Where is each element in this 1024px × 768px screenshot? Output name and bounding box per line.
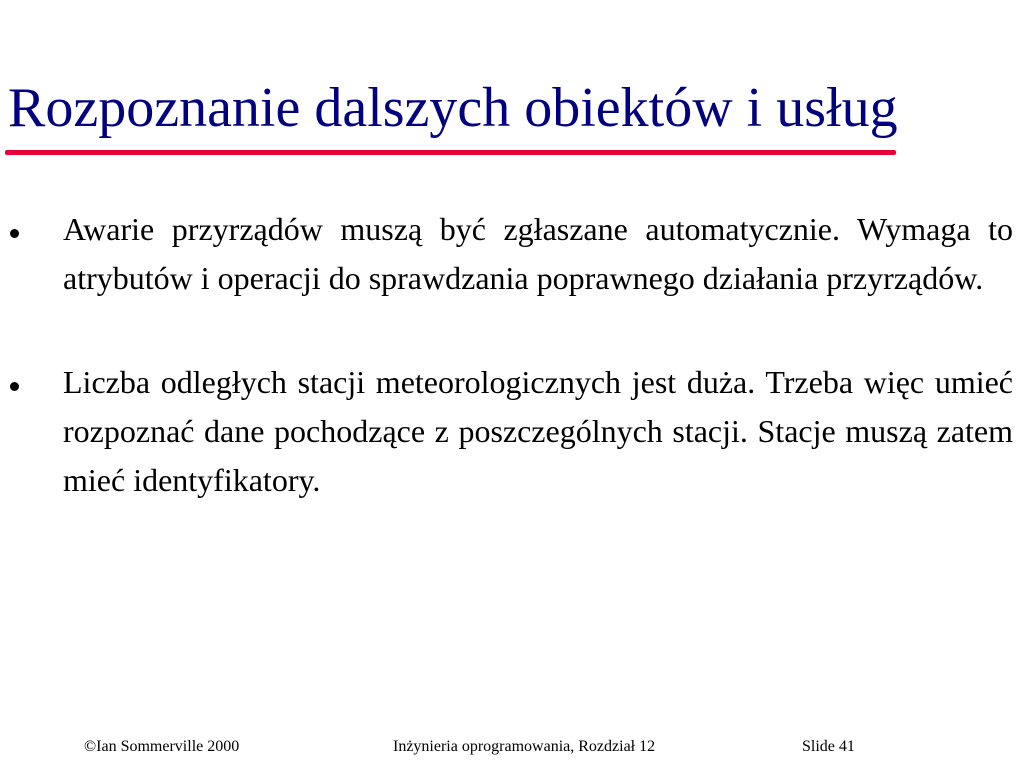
bullet-text: Awarie przyrządów muszą być zgłaszane automatycznie. Wymaga to atrybutów i operacji do sprawdzania poprawnego działania przyrządów.: [63, 211, 1013, 296]
bullet-item: [0, 205, 1024, 303]
slide-title: Rozpoznanie dalszych obiektów i usług: [8, 77, 898, 139]
footer-course: Inżynieria oprogramowania, Rozdział 12: [393, 738, 656, 755]
bullet-dot-icon: [10, 229, 19, 238]
bullet-item: [0, 358, 1024, 505]
bullet-text: Liczba odległych stacji meteorologicznych jest duża. Trzeba więc umieć rozpoznać dane pochodzące z poszczególnych stacji. Stacje muszą zatem mieć identyfikatory.: [63, 364, 1013, 498]
bullet-dot-icon: [10, 382, 19, 391]
bullet-list: [0, 200, 1024, 505]
footer-slide-number: Slide 41: [802, 738, 855, 755]
footer-copyright: ©Ian Sommerville 2000: [84, 738, 240, 755]
title-underline: [5, 150, 896, 155]
